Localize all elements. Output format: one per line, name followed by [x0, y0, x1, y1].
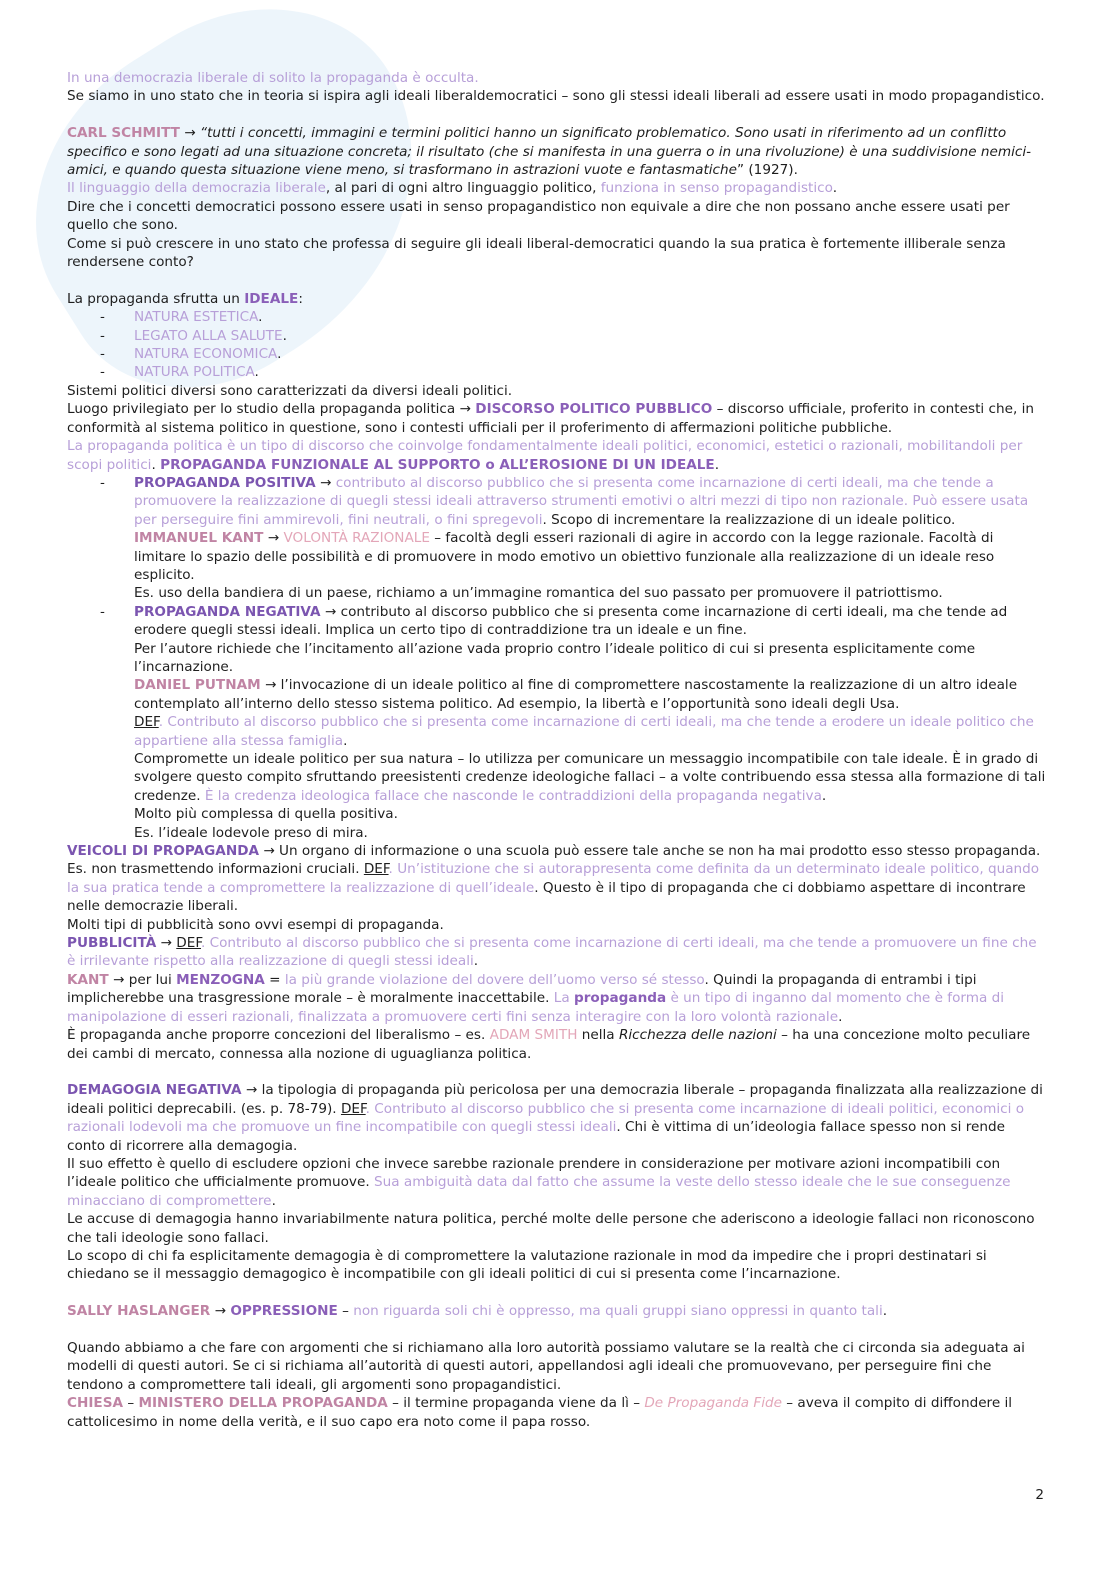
spacer [67, 271, 1047, 289]
paragraph-autorita: Quando abbiamo a che fare con argomenti che si richiamano alla loro autorità possiamo valutare se la realtà che ci circonda sia adeguata ai modelli di questi autori. Se ci si richiama all’autorità di questi autori, appellandosi agli ideali che promuovevano, per perseguire fini che tendono a compromettere tali ideali, gli argomenti sono propagandistici. [67, 1339, 1025, 1393]
paragraph-neg-def: DEF. Contributo al discorso pubblico che si presenta come incarnazione di certi ideali, ma che tende a erodere un ideale politico che appartiene alla stessa famiglia. [134, 714, 1034, 749]
paragraph-occulta: In una democrazia liberale di solito la propaganda è occulta. [67, 70, 479, 86]
quote: “tutti i concetti, immagini e termini politici hanno un significato problematico. Sono usati in riferimento ad un conflitto specifico e sono legati ad una situazione concreta; il risultato (che si manifesta in una guerra o in una rivoluzione) è una suddivisione nemici-amici, e quando questa situazione viene meno, si trasformano in astrazioni vuote e fantasmatiche [67, 125, 1032, 179]
list-item: - LEGATO ALLA SALUTE. [100, 327, 287, 344]
paragraph-putnam: DANIEL PUTNAM → l’invocazione di un ideale politico al fine di compromettere nascostamente la realizzazione di un altro ideale contemplato all’interno dello stesso sistema politico. Ad esempio, la libertà e l’opportunità sono ideali degli Usa. [134, 677, 1018, 712]
paragraph-crescere: Come si può crescere in uno stato che professa di seguire gli ideali liberal-democratici quando la sua pratica è fortemente illiberale senza rendersene conto? [67, 235, 1006, 271]
paragraph-kant-volonta: IMMANUEL KANT → VOLONTÀ RAZIONALE – facoltà degli esseri razionali di agire in accordo con la legge razionale. Facoltà di limitare lo spazio delle possibilità e di promuovere in modo emotivo un obiettivo funzionale alla realizzazione di un ideale reso esplicito. [134, 530, 995, 583]
paragraph-effetto: Il suo effetto è quello di escludere opzioni che invece sarebbe razionale prendere in considerazione per motivare azioni incompatibili con l’ideale politico che ufficialmente promuove. Sua ambiguità data dal fatto che assume la veste dello stesso ideale che le sue conseguenze minacciano di compromettere. [67, 1155, 1011, 1209]
spacer [67, 106, 1047, 124]
spacer [67, 1321, 1047, 1339]
paragraph-bandiera: Es. uso della bandiera di un paese, richiamo a un’immagine romantica del suo passato per promuovere il patriottismo. [134, 585, 943, 602]
paragraph-incitamento: Per l’autore richiede che l’incitamento all’azione vada proprio contro l’ideale politico di cui si presenta esplicitamente come l’incarnazione. [134, 640, 976, 675]
paragraph-linguaggio: Il linguaggio della democrazia liberale, al pari di ogni altro linguaggio politico, funziona in senso propagandistico. [67, 180, 838, 197]
paragraph-haslanger: SALLY HASLANGER → OPPRESSIONE – non riguarda soli chi è oppresso, ma quali gruppi siano oppressi in quanto tali. [67, 1303, 888, 1320]
paragraph-accuse: Le accuse di demagogia hanno invariabilmente natura politica, perché molte delle persone che aderiscono a ideologie fallaci non riconoscono che tali ideologie sono fallaci. [67, 1211, 1035, 1246]
paragraph-complessa: Molto più complessa di quella positiva. [134, 806, 398, 823]
term-propaganda-negativa: PROPAGANDA NEGATIVA [134, 603, 321, 620]
author-name: CARL SCHMITT [67, 125, 180, 142]
list-item: - NATURA POLITICA. [100, 364, 259, 381]
paragraph-propaganda-politica: La propaganda politica è un tipo di discorso che coinvolge fondamentalmente ideali politici, economici, estetici o razionali, mobilitandoli per scopi politici. PROPAGANDA FUNZIONALE AL SUPPORTO o ALL’EROSIONE DI UN IDEALE. [67, 438, 1023, 473]
paragraph-kant-menzogna: KANT → per lui MENZOGNA = la più grande violazione del dovere dell’uomo verso sé stesso. Quindi la propaganda di entrambi i tipi implicherebbe una trasgressione morale – è moralmente inaccettabile. La propaganda è un tipo di inganno dal momento che è forma di manipolazione di esseri razionali, finalizzata a promuovere certi fini senza interagire con la loro volontà razionale. [67, 971, 1005, 1025]
paragraph-scopo: Lo scopo di chi fa esplicitamente demagogia è di compromettere la valutazione razionale in mod da impedire che i propri destinatari si chiedano se il messaggio demagogico è incompatibile con gli ideali politici di cui si presenta come l’incarnazione. [67, 1247, 987, 1283]
paragraph-lodevole: Es. l’ideale lodevole preso di mira. [134, 824, 368, 841]
list-item: - NATURA ECONOMICA. [100, 346, 282, 363]
list-item-negativa: - PROPAGANDA NEGATIVA → contributo al discorso pubblico che si presenta come incarnazione di certi ideali, ma che tende ad erodere quegli stessi ideali. Implica un certo tipo di contraddizione tra un ideale e un fine. [100, 603, 1008, 639]
paragraph-demagogia: DEMAGOGIA NEGATIVA → la tipologia di propaganda più pericolosa per una democrazia liberale – propaganda finalizzata alla realizzazione di ideali politici deprecabili. (es. p. 78-79). DEF. Contributo al discorso pubblico che si presenta come incarnazione di ideali politici, economici o razionali lodevoli ma che promuove un fine incompatibile con quegli stessi ideali. Chi è vittima di un’ideologia fallace spesso non si rende conto di ricorrere alla demagogia. [67, 1082, 1043, 1154]
paragraph-smith: È propaganda anche proporre concezioni del liberalismo – es. ADAM SMITH nella Ricchezza delle nazioni – ha una concezione molto peculiare dei cambi di mercato, connessa alla nozione di uguaglianza politica. [67, 1027, 1031, 1062]
paragraph-pubblicita-intro: Molti tipi di pubblicità sono ovvi esempi di propaganda. [67, 916, 444, 933]
paragraph-sistemi: Sistemi politici diversi sono caratterizzati da diversi ideali politici. [67, 382, 513, 399]
list-item: - NATURA ESTETICA. [100, 309, 263, 326]
paragraph-discorso-politico: Luogo privilegiato per lo studio della propaganda politica → DISCORSO POLITICO PUBBLICO – discorso ufficiale, proferito in contesti che, in conformità al sistema politico in questione, sono i contesti ufficiali per il proferimento di affermazioni politiche pubbliche. [67, 401, 1034, 436]
paragraph-compromette: Compromette un ideale politico per sua natura – lo utilizza per comunicare un messaggio incompatibile con tale ideale. È in grado di svolgere questo compito sfruttando preesistenti credenze ideologiche fallaci – a volte contribuendo essa stessa alla formazione di tali credenze. È la credenza ideologica fallace che nasconde le contraddizioni della propaganda negativa. [134, 751, 1046, 804]
paragraph-liberaldemocratici: Se siamo in uno stato che in teoria si ispira agli ideali liberaldemocratici – sono gli stessi ideali liberali ad essere usati in modo propagandistico. [67, 88, 1045, 105]
paragraph-pubblicita: PUBBLICITÀ → DEF. Contributo al discorso pubblico che si presenta come incarnazione di certi ideali, ma che tende a promuovere un fine che è irrilevante rispetto alla realizzazione di quegli stessi ideali. [67, 935, 1037, 970]
page-number: 2 [1035, 1487, 1044, 1503]
term-propaganda-positiva: PROPAGANDA POSITIVA [134, 474, 316, 491]
paragraph-schmitt: CARL SCHMITT → “tutti i concetti, immagini e termini politici hanno un significato problematico. Sono usati in riferimento ad un conflitto specifico e sono legati ad una situazione concreta; il risultato (che si manifesta in una guerra o in una rivoluzione) è una suddivisione nemici-amici, e quando questa situazione viene meno, si trasformano in astrazioni vuote e fantasmatiche” (1927). [67, 125, 1032, 179]
paragraph-chiesa: CHIESA – MINISTERO DELLA PROPAGANDA – il termine propaganda viene da lì – De Propaganda Fide – aveva il compito di diffondere il cattolicesimo in nome della verità, e il suo capo era noto come il papa rosso. [67, 1395, 1013, 1430]
document-page [67, 69, 1047, 1431]
paragraph-ideale: La propaganda sfrutta un IDEALE: [67, 290, 303, 307]
spacer [67, 1284, 1047, 1302]
paragraph-veicoli: VEICOLI DI PROPAGANDA → Un organo di informazione o una scuola può essere tale anche se non ha mai prodotto esso stesso propaganda. Es. non trasmettendo informazioni cruciali. DEF. Un’istituzione che si autorappresenta come definita da un determinato ideale politico, quando la sua pratica tende a compromettere la realizzazione di quell’ideale. Questo è il tipo di propaganda che ci dobbiamo aspettare di incontrare nelle democrazie liberali. [67, 843, 1041, 915]
list-item-positiva: - PROPAGANDA POSITIVA → contributo al discorso pubblico che si presenta come incarnazione di certi ideali, ma che tende a promuovere la realizzazione di quegli stessi ideali attraverso strumenti emotivi o altri mezzi di tipo non razionale. Può essere usata per perseguire fini ammirevoli, fini neutrali, o fini spregevoli. Scopo di incrementare la realizzazione di un ideale politico. [100, 474, 1029, 528]
spacer [67, 1063, 1047, 1081]
paragraph-concetti: Dire che i concetti democratici possono essere usati in senso propagandistico non equivale a dire che non possano anche essere usati per quello che sono. [67, 198, 1010, 234]
